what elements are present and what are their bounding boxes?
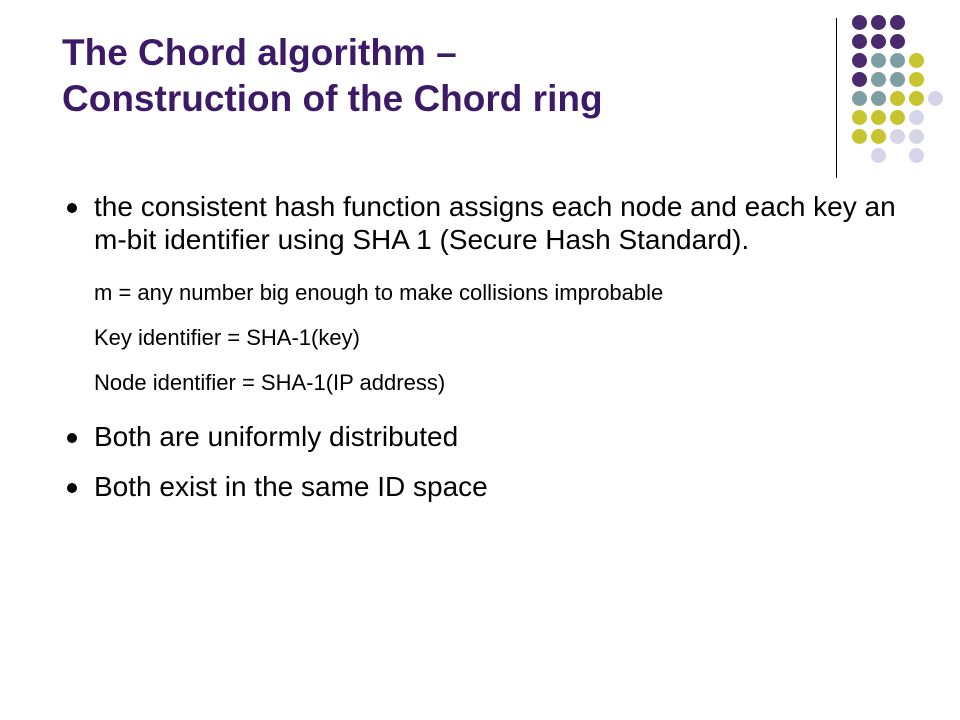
decor-dot-icon [890,53,905,68]
decor-dot-icon [890,34,905,49]
bullet-text: Both are uniformly distributed [94,421,459,452]
sub-line: Node identifier = SHA-1(IP address) [94,370,446,395]
decor-dot-icon [871,15,886,30]
decor-dot-icon [852,110,867,125]
bullet-dot-icon [67,483,77,493]
decor-dot-icon [909,91,924,106]
decor-dot-icon [909,53,924,68]
decor-dot-icon [871,110,886,125]
bullet-dot-icon [67,433,77,443]
decor-dot-icon [852,72,867,87]
slide-body [60,190,900,503]
decor-dot-icon [852,91,867,106]
decor-dot-icon [871,53,886,68]
sub-line: m = any number big enough to make collisions improbable [94,280,664,305]
bullet-dot-icon [67,203,77,213]
decor-dot-icon [852,15,867,30]
title-line-1: The Chord algorithm – [62,32,457,73]
decor-dot-icon [890,91,905,106]
decor-dot-icon [871,72,886,87]
bullet-item [60,420,900,453]
decor-dot-icon [871,148,886,163]
decor-dot-icon [890,129,905,144]
bullet-item [60,190,900,256]
decor-dot-icon [890,72,905,87]
decor-dot-icon [890,110,905,125]
decor-dot-icon [909,148,924,163]
bullet-text: the consistent hash function assigns each node and each key an m-bit identifier using SHA 1 (Secure Hash Standard). [94,191,896,255]
decor-dot-icon [871,91,886,106]
sub-line: Key identifier = SHA-1(key) [94,325,360,350]
bullet-text: Both exist in the same ID space [94,471,488,502]
decor-dot-icon [928,91,943,106]
decor-dot-icon [852,129,867,144]
title-line-2: Construction of the Chord ring [62,78,603,119]
decor-dot-icon [890,15,905,30]
decor-dot-icon [909,72,924,87]
decor-dot-icon [852,53,867,68]
decor-dot-icon [909,110,924,125]
decorative-dot-grid [0,0,960,200]
decor-dot-icon [909,129,924,144]
decor-dot-icon [871,34,886,49]
decor-dot-icon [852,34,867,49]
decor-dot-icon [871,129,886,144]
bullet-item [60,470,900,503]
